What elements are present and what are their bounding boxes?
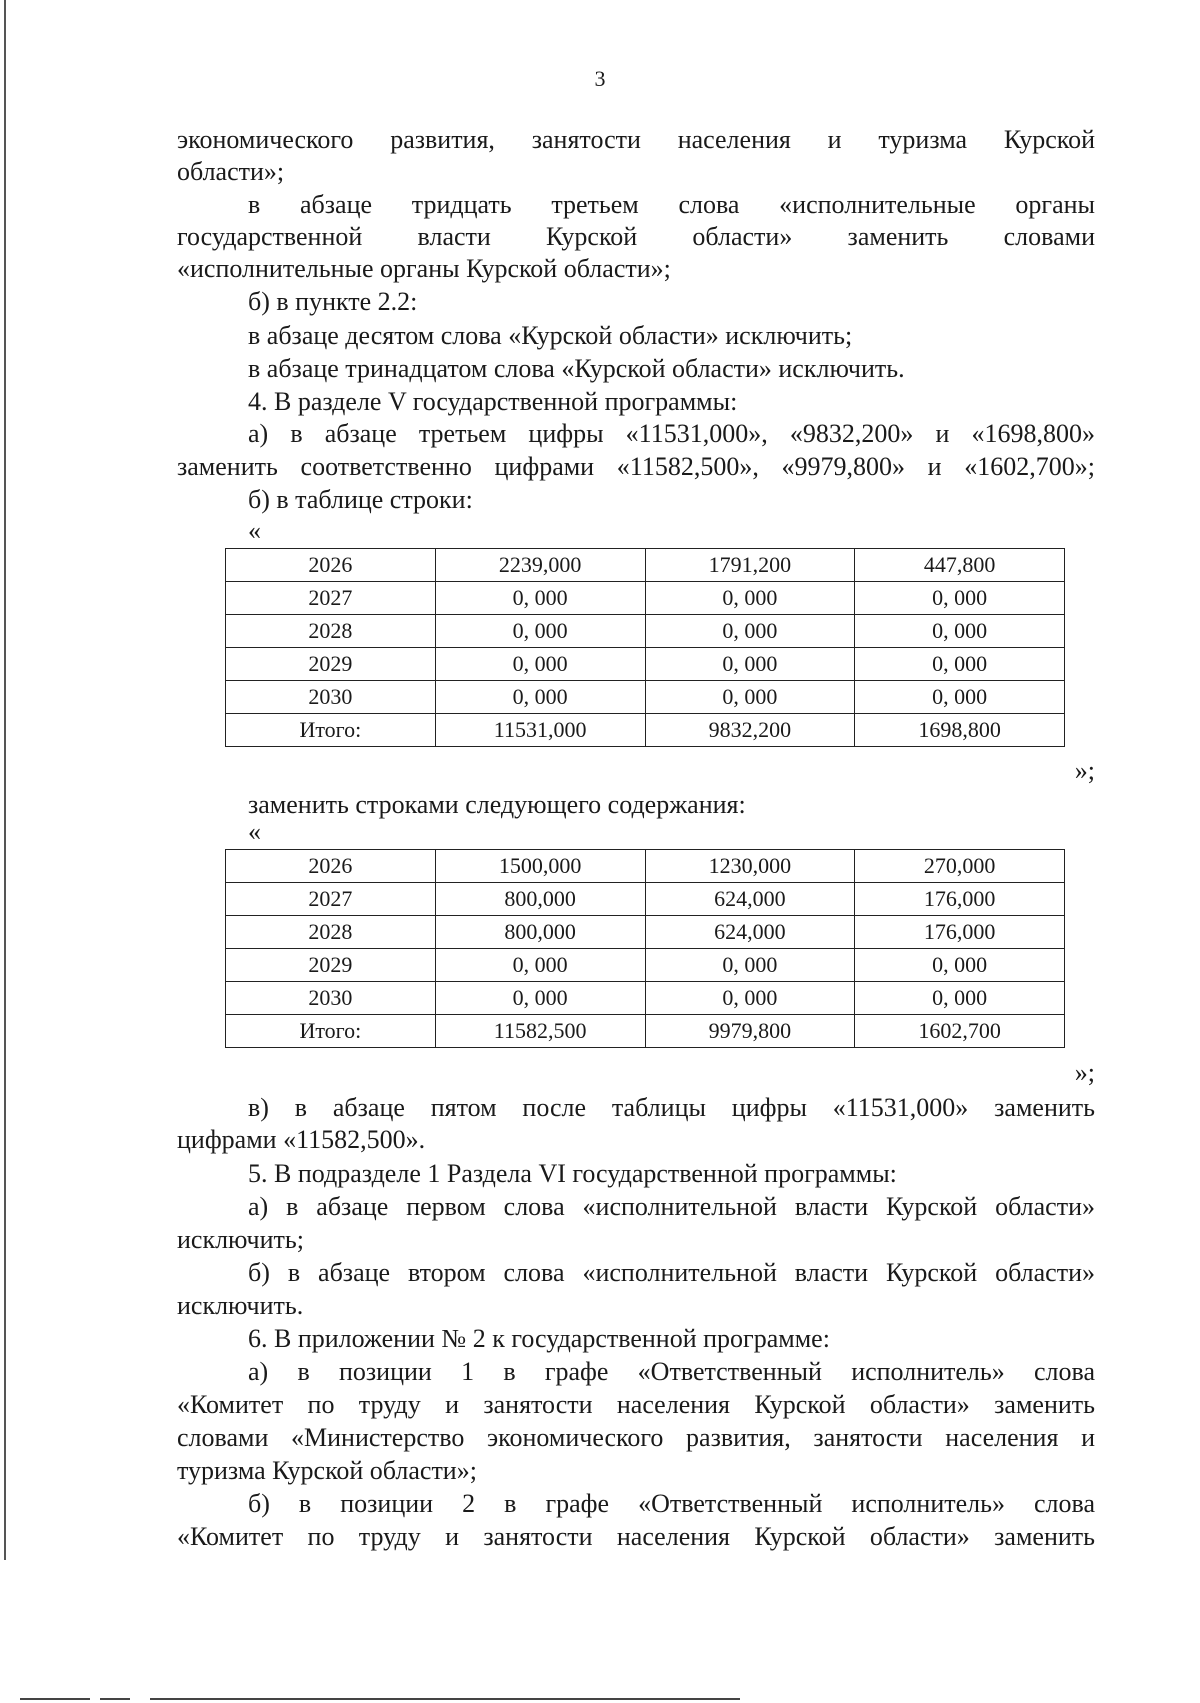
table-cell: 0, 000 — [855, 949, 1065, 982]
text-line: экономического развития, занятости населения и туризма Курской — [177, 125, 1095, 154]
text-line: б) в таблице строки: — [248, 485, 473, 514]
table-row — [226, 582, 1065, 615]
table-row-total — [226, 714, 1065, 747]
text-line: а) в абзаце первом слова «исполнительной власти Курской области» — [248, 1192, 1095, 1221]
table-cell: 0, 000 — [435, 949, 645, 982]
table-cell: 2028 — [226, 916, 436, 949]
table-cell: 1230,000 — [645, 850, 855, 883]
text-line: области»; — [177, 157, 285, 186]
text-line: заменить соответственно цифрами «11582,500», «9979,800» и «1602,700»; — [177, 452, 1095, 481]
text-line: б) в абзаце втором слова «исполнительной власти Курской области» — [248, 1258, 1095, 1287]
table-cell: 0, 000 — [855, 681, 1065, 714]
text-line: б) в позиции 2 в графе «Ответственный исполнитель» слова — [248, 1489, 1095, 1518]
table-cell: 0, 000 — [645, 681, 855, 714]
page-number: 3 — [594, 66, 606, 91]
text-line: заменить строками следующего содержания: — [248, 790, 746, 819]
text-line: государственной власти Курской области» заменить словами — [177, 222, 1095, 251]
text-line: исключить. — [177, 1291, 304, 1320]
text-line: б) в пункте 2.2: — [248, 287, 418, 316]
table-cell: 0, 000 — [855, 648, 1065, 681]
text-line: в абзаце тридцать третьем слова «исполнительные органы — [248, 190, 1095, 219]
table-cell: 0, 000 — [645, 982, 855, 1015]
table-cell: 624,000 — [645, 883, 855, 916]
table-cell: 2027 — [226, 883, 436, 916]
table-cell: 2027 — [226, 582, 436, 615]
table-cell: 2026 — [226, 549, 436, 582]
table-cell: 0, 000 — [645, 615, 855, 648]
table-cell: 1791,200 — [645, 549, 855, 582]
quote-close-mark: »; — [1074, 1058, 1095, 1087]
text-line: «Комитет по труду и занятости населения Курской области» заменить — [177, 1390, 1095, 1419]
text-line: в абзаце десятом слова «Курской области» исключить; — [248, 321, 853, 350]
table-cell: 2028 — [226, 615, 436, 648]
table-row — [226, 615, 1065, 648]
table-cell: 9832,200 — [645, 714, 855, 747]
table-row — [226, 850, 1065, 883]
table-row — [226, 982, 1065, 1015]
table-cell: 2029 — [226, 949, 436, 982]
table-cell: 0, 000 — [855, 615, 1065, 648]
table-cell: 1602,700 — [855, 1015, 1065, 1048]
table-cell: 800,000 — [435, 916, 645, 949]
table-cell: 176,000 — [855, 916, 1065, 949]
text-line: в абзаце тринадцатом слова «Курской области» исключить. — [248, 354, 905, 383]
quote-open-mark: « — [248, 516, 261, 545]
table-cell: 0, 000 — [435, 582, 645, 615]
table-cell: Итого: — [226, 714, 436, 747]
table-cell: 2239,000 — [435, 549, 645, 582]
table-row-total — [226, 1015, 1065, 1048]
table-cell: 2026 — [226, 850, 436, 883]
table-cell: 0, 000 — [645, 582, 855, 615]
table-cell: 0, 000 — [435, 648, 645, 681]
scan-bottom-edge — [0, 1698, 1200, 1701]
text-line: словами «Министерство экономического развития, занятости населения и — [177, 1423, 1095, 1452]
table-cell: 0, 000 — [645, 648, 855, 681]
table-row — [226, 681, 1065, 714]
table-cell: 1500,000 — [435, 850, 645, 883]
table-row — [226, 883, 1065, 916]
table-cell: 9979,800 — [645, 1015, 855, 1048]
table-cell: 0, 000 — [645, 949, 855, 982]
table-cell: Итого: — [226, 1015, 436, 1048]
table-row — [226, 648, 1065, 681]
table-row — [226, 549, 1065, 582]
text-line: а) в абзаце третьем цифры «11531,000», «9832,200» и «1698,800» — [248, 419, 1095, 448]
table-cell: 447,800 — [855, 549, 1065, 582]
text-line: 5. В подразделе 1 Раздела VI государственной программы: — [248, 1159, 897, 1188]
table-new-rows — [225, 849, 1065, 1048]
table-cell: 2030 — [226, 982, 436, 1015]
text-line: 4. В разделе V государственной программы: — [248, 387, 738, 416]
table-row — [226, 916, 1065, 949]
table-cell: 800,000 — [435, 883, 645, 916]
table-cell: 624,000 — [645, 916, 855, 949]
table-cell: 11582,500 — [435, 1015, 645, 1048]
text-line: в) в абзаце пятом после таблицы цифры «11531,000» заменить — [248, 1093, 1095, 1122]
quote-open-mark: « — [248, 817, 261, 846]
text-line: а) в позиции 1 в графе «Ответственный исполнитель» слова — [248, 1357, 1095, 1386]
text-line: «исполнительные органы Курской области»; — [177, 254, 671, 283]
scan-left-edge — [4, 0, 6, 1560]
table-cell: 0, 000 — [855, 982, 1065, 1015]
table-cell: 0, 000 — [435, 982, 645, 1015]
table-cell: 176,000 — [855, 883, 1065, 916]
table-cell: 270,000 — [855, 850, 1065, 883]
text-line: 6. В приложении № 2 к государственной программе: — [248, 1324, 830, 1353]
text-line: исключить; — [177, 1225, 304, 1254]
text-line: туризма Курской области»; — [177, 1456, 477, 1485]
text-line: «Комитет по труду и занятости населения Курской области» заменить — [177, 1522, 1095, 1551]
quote-close-mark: »; — [1074, 756, 1095, 785]
table-old-rows — [225, 548, 1065, 747]
text-line: цифрами «11582,500». — [177, 1125, 426, 1154]
table-cell: 0, 000 — [855, 582, 1065, 615]
table-cell: 0, 000 — [435, 681, 645, 714]
table-cell: 1698,800 — [855, 714, 1065, 747]
table-cell: 2030 — [226, 681, 436, 714]
table-cell: 11531,000 — [435, 714, 645, 747]
table-cell: 0, 000 — [435, 615, 645, 648]
table-cell: 2029 — [226, 648, 436, 681]
table-row — [226, 949, 1065, 982]
